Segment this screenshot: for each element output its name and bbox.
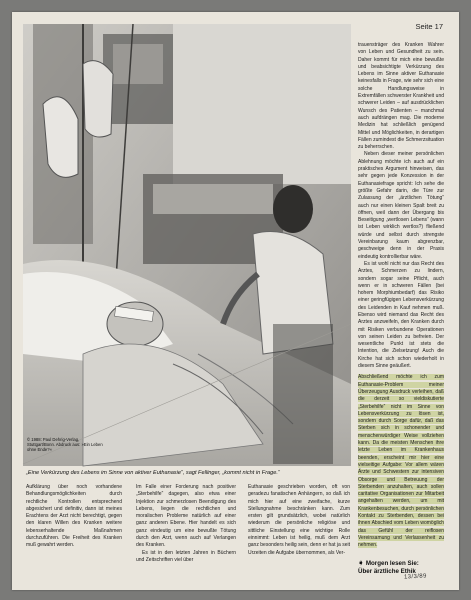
article-column-right xyxy=(358,42,444,549)
paragraph: trauensträger des Kranken Wahrer von Leben und Gesundheit zu sein. Daher kommt für mich eine bewußte und beabsichtigte Verkürzung des Lebens im Sinne aktiver Euthanasie keinesfalls in Frage, wie sehr sich eine solche Handlungsweise in Extremfällen schwerster Krankheit und schwerer Leiden – auf ausdrücklichen Wunsch des Patienten – manchmal auch aufdrängen mag. Die moderne Medizin hat schließlich genügend Mittel und Möglichkeiten, in derartigen Fällen zumindest die Schmerzsituation zu beherrschen. xyxy=(358,42,444,151)
paragraph: Euthanasie geschrieben worden, oft von geradezu fanatischen Anhängern, so daß ich mich hier auf eine zweifache, kurze Stellungnahme beschränken kann. Zum ersten gilt grundsätzlich, wobei natürlich wiederum die persönliche religiöse und sittliche Einstellung eine wichtige Rolle einnimmt: Leben ist heilig, muß dem Arzt ganz besonders heilig sein, denn er hat ja seit Urzeiten die Aufgabe übernommen, als Ver- xyxy=(248,484,350,556)
article-column-bottom-3 xyxy=(248,484,350,584)
teaser-line-2: Über ärztliche Ethik xyxy=(358,567,416,575)
highlighted-paragraph xyxy=(358,374,444,549)
teaser-line-1: Morgen lesen Sie: xyxy=(365,560,419,567)
paragraph: Aufklärung über noch vorhandene Behandlungsmöglichkeiten durch rechtliche Kontrollen entsprechend abgesichert und definitiv, dann ist meines Erachtens der Arzt nicht berechtigt, gegen den klaren Willen des Kranken weitere lebenserhaltende Maßnahmen durchzuführen. Die Freiheit des Kranken muß gewahrt werden. xyxy=(26,484,122,549)
next-issue-teaser xyxy=(358,560,448,575)
highlighted-text: Abschließend möchte ich zum Euthanasie-Problem meiner Überzeugung Ausdruck verleihen, daß die derzeit so vieldiskutierte „Sterbehilfe“ nicht im Sinne von Lebensverkürzung zu lösen ist, sondern durch Sorge dafür, daß das Sterben sich in schonender und menschenwürdiger Weise vollziehen kann. Da die meisten Menschen ihre letzte Leben im Krankenhaus beenden, erscheint mir hier eine vielseitige Aufgabe: Vor allem wären Ärzte und Schwestern zur intensiven Obsorge und Betreuung der Sterbenden anzuhalten, auch sollen caritative Organisationen zur Mitarbeit angehalten werden, um mit Krankenbesuchen, durch persönlichen Kontakt zu Sterbenden, dessen bei ihnen Abschied vom Leben womöglich das Gefühl der reiflosen Vereinsamung und Verlassenheit zu nehmen. xyxy=(358,374,444,549)
handwritten-date: 13/3/89 xyxy=(403,573,427,581)
page-number: Seite 17 xyxy=(415,22,443,31)
arrow-bullet-icon: ➧ xyxy=(358,560,364,567)
photo-illustration xyxy=(23,24,351,466)
paragraph: Neben dieser meiner persönlichen Ablehnung möchte ich auch auf ein praktisches Argument hinweisen, das sehr gegen jede Konzession in der Euthanasiefrage spricht: Ich sehe die größte Gefahr darin, die Türe zur Zulassung der „ärztlichen Tötung“ auch nur einen kleinen Spalt breit zu öffnen, weil dann der Übergang bis Beseitigung „wertlosen Lebens“ (wann ist Leben wirklich wertlos?) fließend würde und selbst durch strengste Vereinbarung kaum abgrenzbar, geschweige denn in der Praxis eindeutig kontrollierbar wäre. xyxy=(358,151,444,260)
newspaper-clipping xyxy=(12,12,459,590)
article-column-bottom-1 xyxy=(26,484,122,574)
paragraph: Es ist wohl nicht nur das Recht des Arztes, Schmerzen zu lindern, sondern sogar seine Pflicht, auch wenn er in schweren Fällen (bei hohem Morphiumbedarf) das Risiko einer geringfügigen Lebensverkürzung des Leidenden in Kauf nehmen muß. Ebenso wird niemand das Recht des Arztes anzweifeln, den Kranken durch mit Risiken verbundene Operationen von seinen Leiden zu befreien. Der wesentliche Punkt ist stets die Intention, die Zielsetzung! Auch die Kirche hat sich schon wiederholt in diesem Sinne geäußert. xyxy=(358,260,444,370)
paragraph: Es ist in den letzten Jahren in Büchern und Zeitschriften viel über xyxy=(136,549,236,563)
paragraph: Im Falle einer Forderung nach positiver „Sterbehilfe“ dagegen, also etwa einer Injektion zur schmerzlosen Beendigung des Lebens, liegen die rechtlichen und moralischen Probleme natürlich auf einer ganz anderen Ebene. Hier handelt es sich ganz eindeutig um eine bewußte Tötung durch den Arzt, wenn auch auf Verlangen des Kranken. xyxy=(136,484,236,549)
photo-copyright: © 1988: Paul Dehrig-Verlag, Stuttgart/Bonn. Abdruck aus: »Ein Leben ohne Ende?« xyxy=(27,437,103,452)
photo-caption: „Eine Verkürzung des Lebens im Sinne von aktiver Euthanasie“, sagt Fellinger, „kommt nicht in Frage.“ xyxy=(26,470,280,476)
article-column-bottom-2 xyxy=(136,484,236,584)
hospital-photo xyxy=(23,24,351,466)
